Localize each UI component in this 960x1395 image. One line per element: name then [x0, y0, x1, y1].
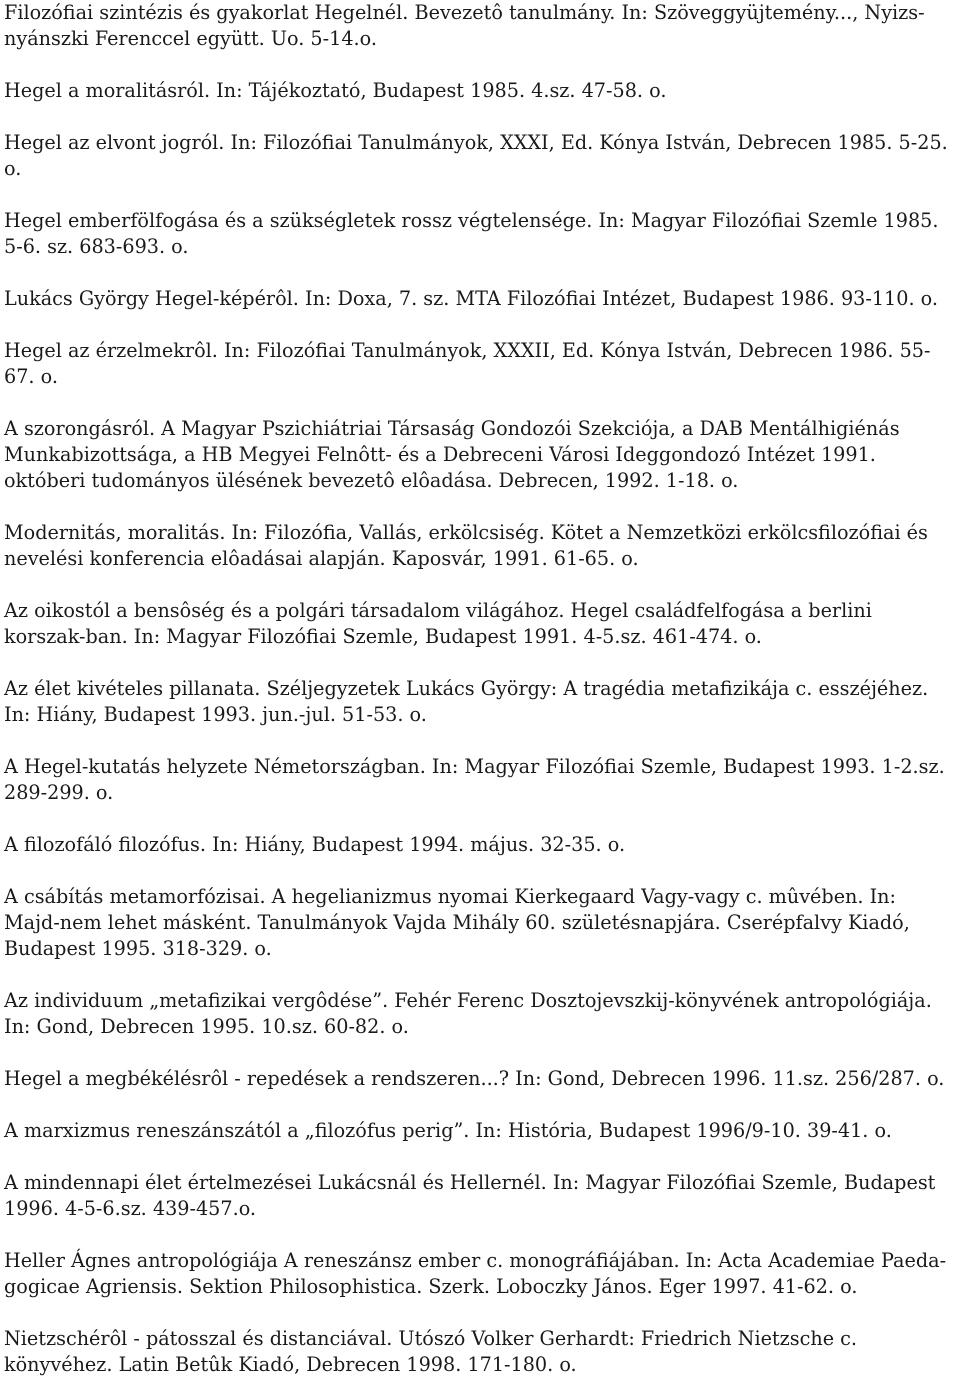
bibliography-entry: Filozófiai szintézis és gyakorlat Hegelnél. Bevezetô tanulmány. In: Szöveggyüjtemény..., Nyizs-nyánszki Ferenccel együtt. Uo. 5-14.o.: [4, 1, 925, 50]
bibliography-entry: Nietzschérôl - pátosszal és distanciával. Utószó Volker Gerhardt: Friedrich Nietzsche c. könyvéhez. Latin Betûk Kiadó, Debrecen 1998. 171-180. o.: [4, 1327, 857, 1376]
bibliography-entry: Modernitás, moralitás. In: Filozófia, Vallás, erkölcsiség. Kötet a Nemzetközi erkölcsfilozófiai és nevelési konferencia elôadásai alapján. Kaposvár, 1991. 61-65. o.: [4, 521, 928, 570]
bibliography-entry: Az individuum „metafizikai vergôdése”. Fehér Ferenc Dosztojevszkij-könyvének antropológiája. In: Gond, Debrecen 1995. 10.sz. 60-82. o.: [4, 989, 932, 1038]
bibliography-entry: A csábítás metamorfózisai. A hegelianizmus nyomai Kierkegaard Vagy-vagy c. mûvében. In: Majd-nem lehet másként. Tanulmányok Vajda Mihály 60. születésnapjára. Cserépfalvy Kiadó, Budapest 1995. 318-329. o.: [4, 885, 910, 960]
bibliography-entry: Hegel az elvont jogról. In: Filozófiai Tanulmányok, XXXI, Ed. Kónya István, Debrecen 1985. 5-25. o.: [4, 131, 948, 180]
bibliography-entry: A mindennapi élet értelmezései Lukácsnál és Hellernél. In: Magyar Filozófiai Szemle, Budapest 1996. 4-5-6.sz. 439-457.o.: [4, 1171, 936, 1220]
bibliography-entry: Hegel a moralitásról. In: Tájékoztató, Budapest 1985. 4.sz. 47-58. o.: [4, 79, 667, 102]
bibliography-entry: Hegel az érzelmekrôl. In: Filozófiai Tanulmányok, XXXII, Ed. Kónya István, Debrecen 1986. 55-67. o.: [4, 339, 931, 388]
bibliography-entry: A filozofáló filozófus. In: Hiány, Budapest 1994. május. 32-35. o.: [4, 833, 626, 856]
bibliography-entry: A szorongásról. A Magyar Pszichiátriai Társaság Gondozói Szekciója, a DAB Mentálhigiénás Munkabizottsága, a HB Megyei Felnôtt- és a Debreceni Városi Ideggondozó Intézet 1991. októberi tudományos ülésének bevezetô elôadása. Debrecen, 1992. 1-18. o.: [4, 417, 900, 492]
bibliography-entry: A Hegel-kutatás helyzete Németországban. In: Magyar Filozófiai Szemle, Budapest 1993. 1-2.sz. 289-299. o.: [4, 755, 945, 804]
bibliography-entry: Hegel a megbékélésrôl - repedések a rendszeren...? In: Gond, Debrecen 1996. 11.sz. 256/287. o.: [4, 1067, 945, 1090]
bibliography-entry: Heller Ágnes antropológiája A reneszánsz ember c. monográfiájában. In: Acta Academiae Paeda-gogicae Agriensis. Sektion Philosophistica. Szerk. Loboczky János. Eger 1997. 41-62. o.: [4, 1249, 947, 1298]
bibliography-entry: Lukács György Hegel-képérôl. In: Doxa, 7. sz. MTA Filozófiai Intézet, Budapest 1986. 93-110. o.: [4, 287, 938, 310]
bibliography-entry: Az oikostól a bensôség és a polgári társadalom világához. Hegel családfelfogása a berlini korszak-ban. In: Magyar Filozófiai Szemle, Budapest 1991. 4-5.sz. 461-474. o.: [4, 599, 872, 648]
bibliography-entry: Hegel emberfölfogása és a szükségletek rossz végtelensége. In: Magyar Filozófiai Szemle 1985. 5-6. sz. 683-693. o.: [4, 209, 939, 258]
bibliography-entry: A marxizmus reneszánszától a „filozófus perig”. In: História, Budapest 1996/9-10. 39-41. o.: [4, 1119, 892, 1142]
bibliography-entry: Az élet kivételes pillanata. Széljegyzetek Lukács György: A tragédia metafizikája c. esszéjéhez. In: Hiány, Budapest 1993. jun.-jul. 51-53. o.: [4, 677, 929, 726]
